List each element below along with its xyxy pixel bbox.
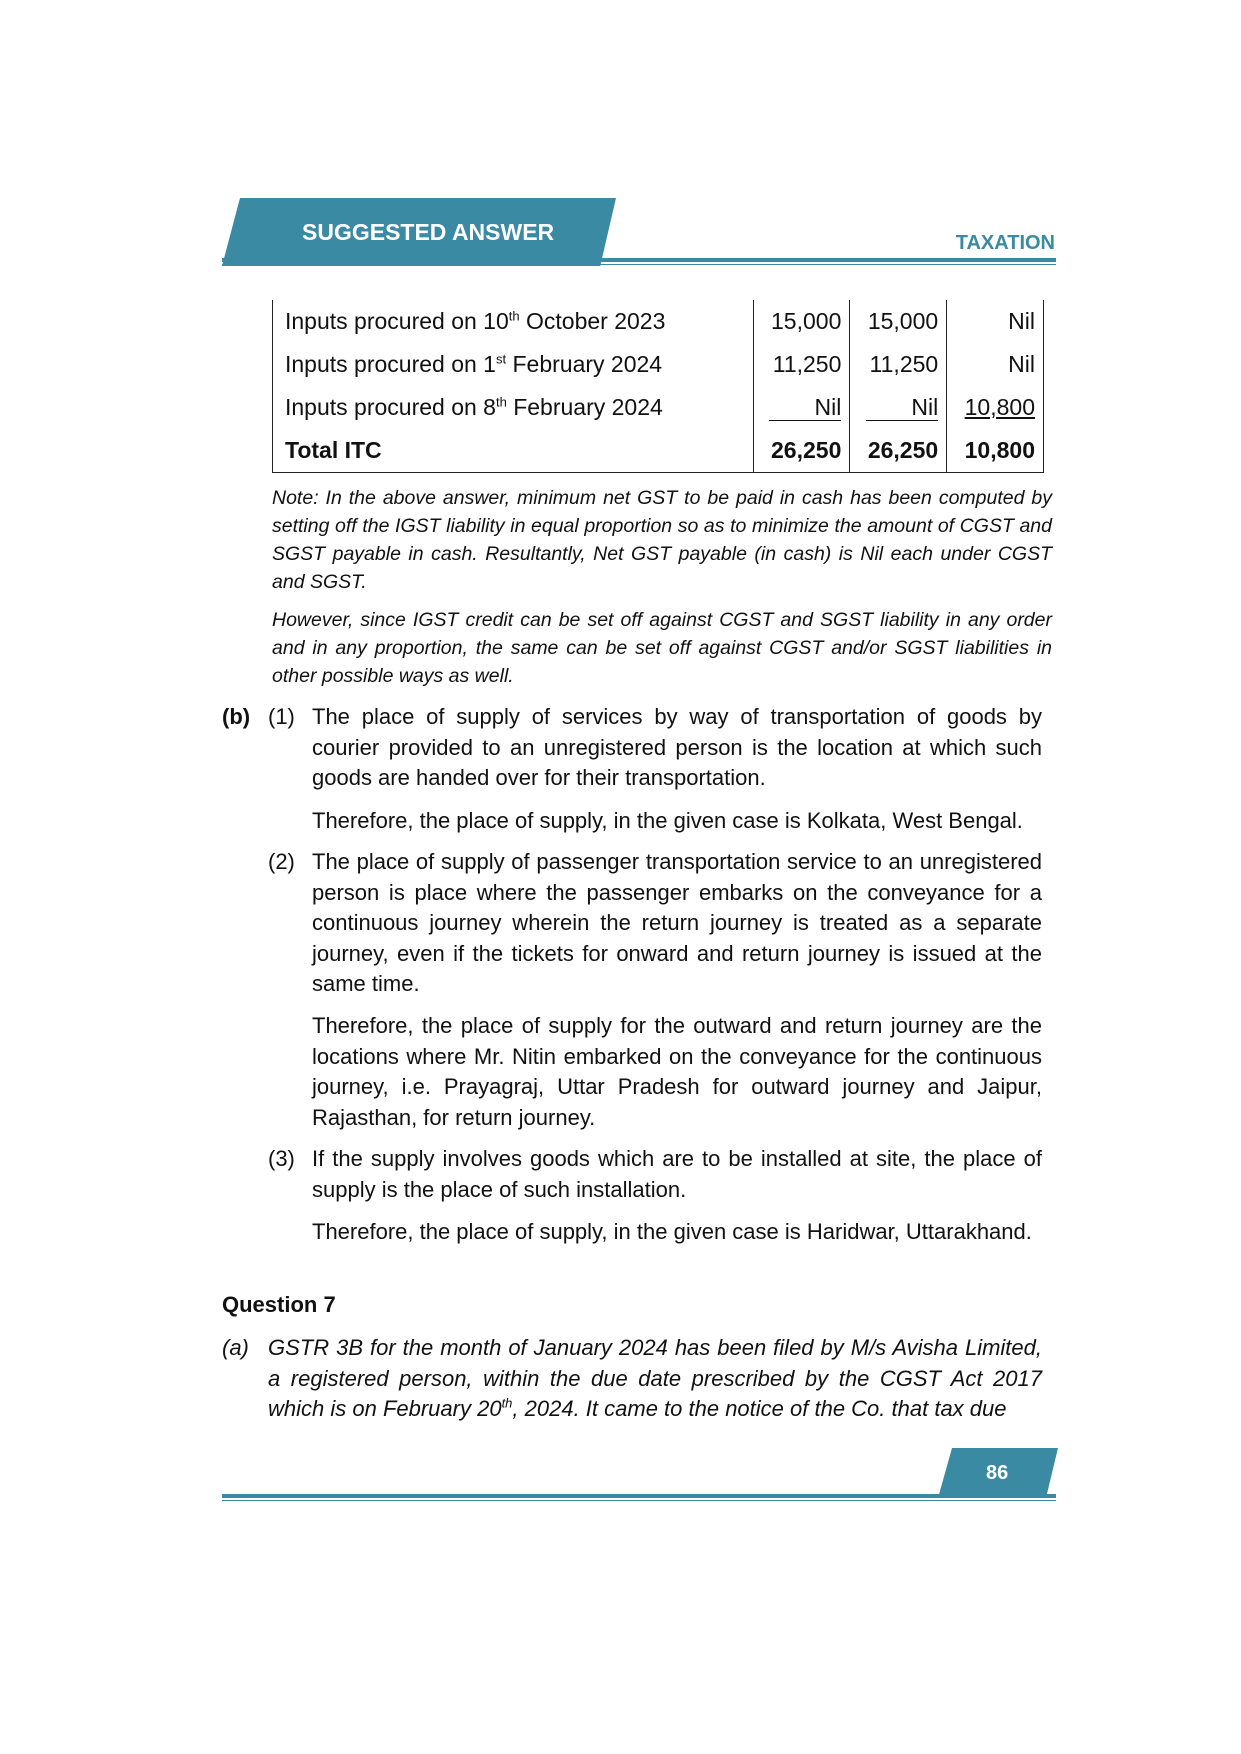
table-row xyxy=(273,386,1044,429)
item-number: (3) xyxy=(268,1146,295,1171)
itc-table xyxy=(272,300,1044,473)
item-text: The place of supply of passenger transportation service to an unregistered person is place where the passenger embarks on the conveyance for a continuous journey wherein the return journey is treated as a separate journey, even if the tickets for onward and return journey is issued at the same time. xyxy=(312,849,1042,996)
igst-cell: Nil xyxy=(947,300,1044,343)
cgst-cell: 15,000 xyxy=(753,300,850,343)
footer-rule xyxy=(222,1494,1056,1498)
header-rule xyxy=(222,258,1056,262)
table-row xyxy=(273,300,1044,343)
row-description: Inputs procured on 8th February 2024 xyxy=(273,386,754,429)
sgst-cell: 15,000 xyxy=(850,300,947,343)
sgst-cell: 11,250 xyxy=(850,343,947,386)
question-part-label: (a) xyxy=(222,1335,249,1360)
item-number: (1) xyxy=(268,704,295,729)
total-row xyxy=(273,429,1044,473)
question-text: GSTR 3B for the month of January 2024 has been filed by M/s Avisha Limited, a registered person, within the due date prescribed by the CGST Act 2017 which is on February 20th, 2024. It came to the notice of the Co. that tax due xyxy=(268,1335,1042,1421)
note-paragraph-2: However, since IGST credit can be set off against CGST and SGST liability in any order and in any proportion, the same can be set off against CGST and/or SGST liabilities in other possible ways as well. xyxy=(272,609,1052,687)
item-text: The place of supply of services by way of transportation of goods by courier provided to an unregistered person is the location at which such goods are handed over for their transportation. xyxy=(312,704,1042,790)
row-description: Inputs procured on 10th October 2023 xyxy=(273,300,754,343)
subject-title: TAXATION xyxy=(955,232,1055,254)
footer-rule-thin xyxy=(222,1500,1056,1501)
total-label: Total ITC xyxy=(273,429,754,473)
sgst-total: 26,250 xyxy=(850,429,947,473)
question-heading: Question 7 xyxy=(222,1292,336,1317)
item-conclusion: Therefore, the place of supply, in the given case is Haridwar, Uttarakhand. xyxy=(312,1219,1032,1244)
item-conclusion: Therefore, the place of supply, in the given case is Kolkata, West Bengal. xyxy=(312,808,1023,833)
page-number: 86 xyxy=(986,1462,1009,1484)
item-conclusion: Therefore, the place of supply for the outward and return journey are the locations where Mr. Nitin embarked on the conveyance for the continuous journey, i.e. Prayagraj, Uttar Pradesh for outward journey and Jaipur, Rajasthan, for return journey. xyxy=(312,1013,1042,1130)
item-text: If the supply involves goods which are to be installed at site, the place of supply is the place of such installation. xyxy=(312,1146,1042,1202)
sgst-cell: Nil xyxy=(850,386,947,429)
note-paragraph: Note: In the above answer, minimum net GST to be paid in cash has been computed by setting off the IGST liability in equal proportion so as to minimize the amount of CGST and SGST payable in cash. Resultantly, Net GST payable (in cash) is Nil each under CGST and SGST. xyxy=(272,487,1052,593)
cgst-cell: 11,250 xyxy=(753,343,850,386)
table-row xyxy=(273,343,1044,386)
cgst-cell: Nil xyxy=(753,386,850,429)
part-b-label: (b) xyxy=(222,704,251,729)
igst-cell: 10,800 xyxy=(947,386,1044,429)
section-title: SUGGESTED ANSWER xyxy=(302,219,555,245)
igst-total: 10,800 xyxy=(947,429,1044,473)
row-description: Inputs procured on 1st February 2024 xyxy=(273,343,754,386)
cgst-total: 26,250 xyxy=(753,429,850,473)
item-number: (2) xyxy=(268,849,295,874)
header-rule-thin xyxy=(222,264,1056,265)
igst-cell: Nil xyxy=(947,343,1044,386)
